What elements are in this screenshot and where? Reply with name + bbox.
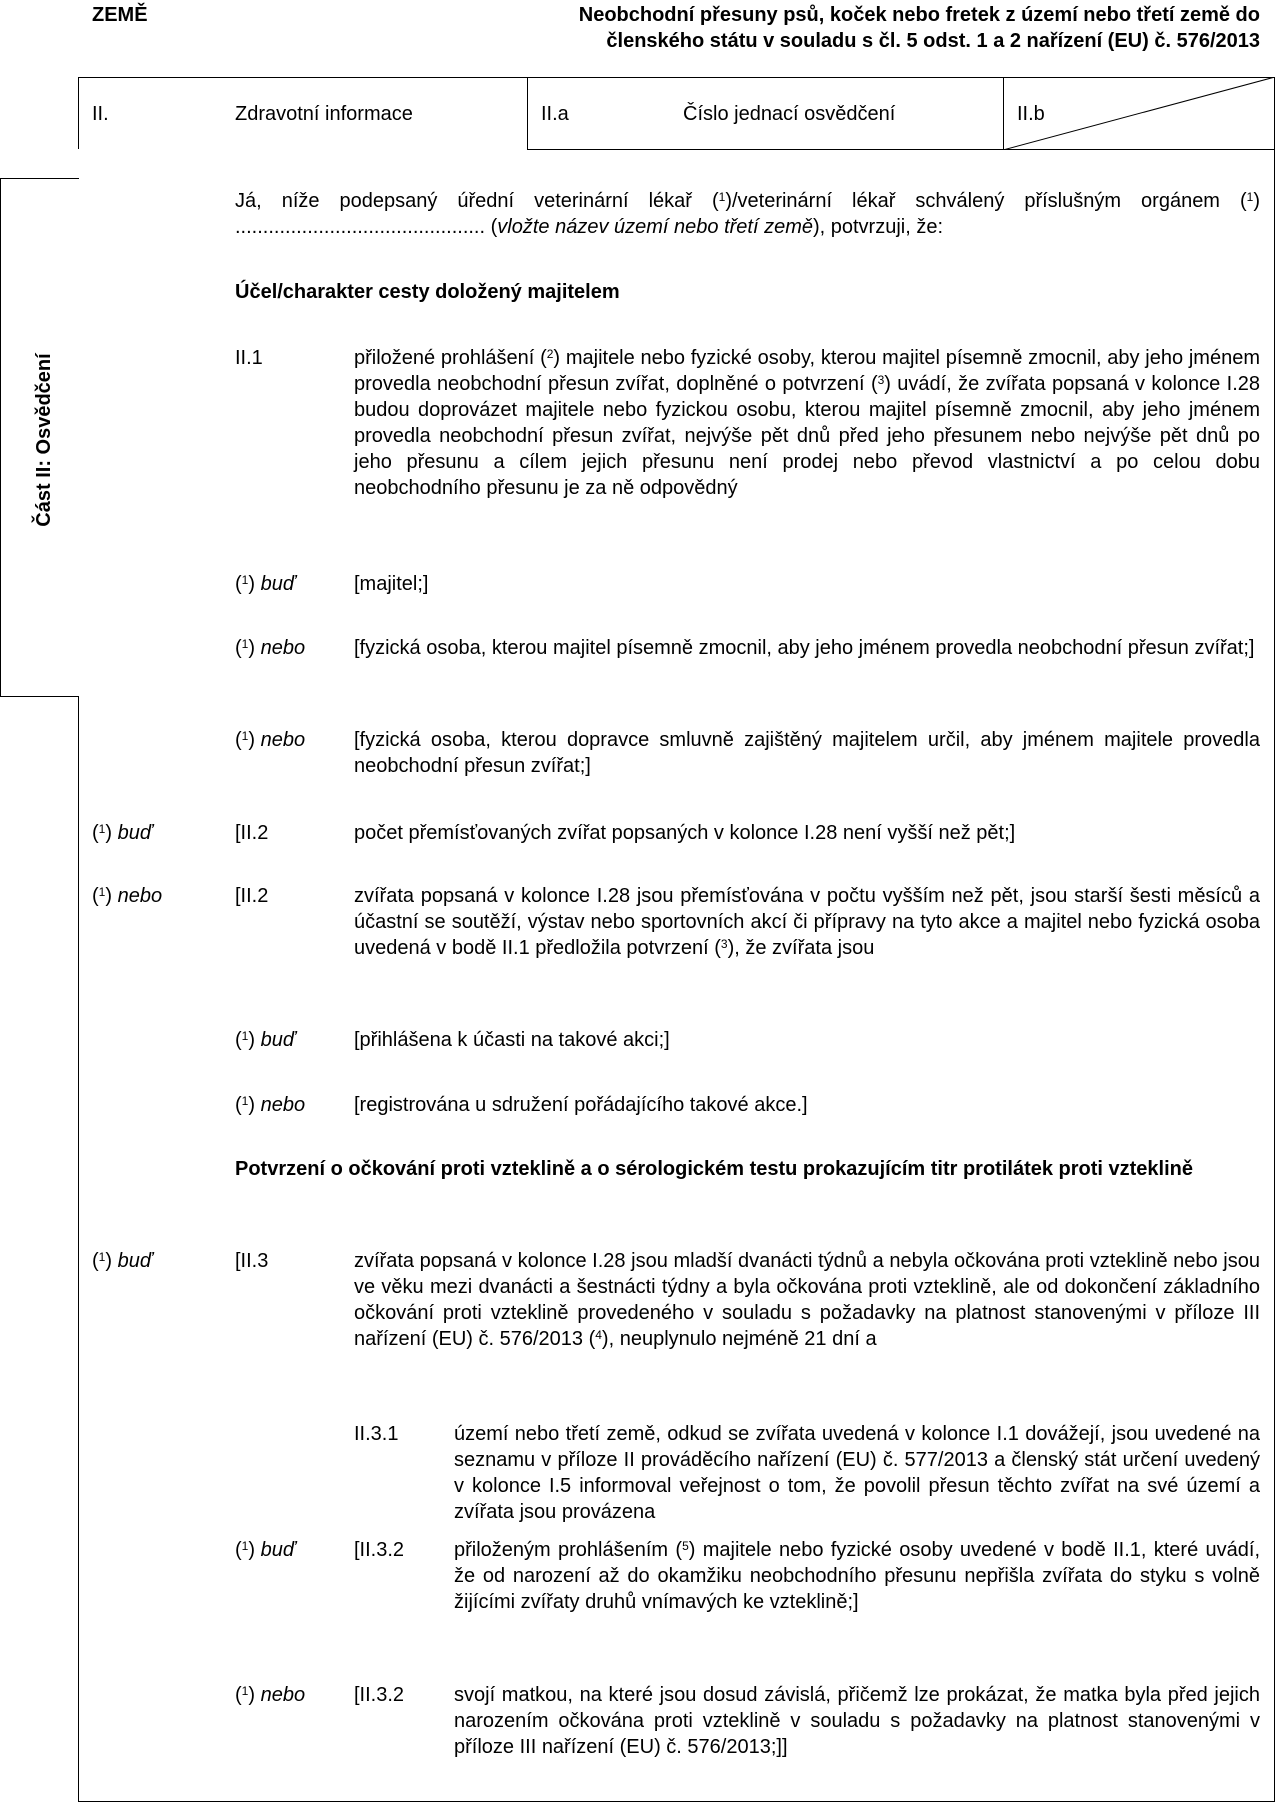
- ii1-text: přiložené prohlášení ($^2$) majitele nebo fyzické osoby, kterou majitel písemně zmocnil, aby jeho jménem provedla neobchodní přesun zvířat, doplněné o potvrzení ($^3$) uvádí, že zvířata popsaná v kolonce I.28 budou doprovázet majitele nebo fyzickou osobu, kterou majitel písemně zmocnil, aby jeho jménem provedla neobchodní přesun zvířat, nejvýše pět dnů před jeho přesunem nebo nejvýše pět dnů po jeho přesunu a cílem jejich přesunu není prodej nebo převod vlastnictví a po celou dobu neobchodního přesunu je za ně odpovědný: [354, 347, 1260, 499]
- ref-code: II.a: [541, 103, 569, 125]
- ii3-text: zvířata popsaná v kolonce I.28 jsou mladší dvanácti týdnů a nebyla očkována proti vzteklině nebo jsou ve věku mezi dvanácti a šestnácti týdny a byla očkována proti vzteklině, ale od dokončení základního očkování proti vzteklině provedeného v souladu s požadavky na platnost stanovenými v příloze III nařízení (EU) č. 576/2013 ($^4$), neuplynulo nejméně 21 dní a: [354, 1250, 1260, 1350]
- heading-rabies: Potvrzení o očkování proti vzteklině a o sérologickém testu prokazujícím titr protilátek proti vzteklině: [235, 1158, 1194, 1180]
- option-registered-event: [přihlášena k účasti na takové akci;]: [354, 1029, 670, 1051]
- option-authorised-person: [fyzická osoba, kterou majitel písemně zmocnil, aby jeho jménem provedla neobchodní přesun zvířat;]: [354, 637, 1255, 659]
- title-line-1: Neobchodní přesuny psů, koček nebo fretek z území nebo třetí země do: [578, 4, 1260, 26]
- option-marker: ($^1$) nebo: [235, 729, 306, 751]
- ii2b-text: zvířata popsaná v kolonce I.28 jsou přemísťována v počtu vyšším než pět, jsou starší šesti měsíců a účastní se soutěží, výstav nebo sportovních akcí či přípravy na tyto akce a majitel nebo fyzická osoba uvedená v bodě II.1 předložila potvrzení ($^3$), že zvířata jsou: [354, 885, 1260, 959]
- option-marker: ($^1$) buď: [235, 1029, 296, 1051]
- title-line-2: členského státu v souladu s čl. 5 odst. 1 a 2 nařízení (EU) č. 576/2013: [606, 30, 1260, 52]
- ii31-text: území nebo třetí země, odkud se zvířata uvedená v kolonce I.1 dovážejí, jsou uvedené na seznamu v příloze II prováděcího nařízení (EU) č. 577/2013 a členský stát určení uvedený v kolonce I.5 informoval veřejnost o tom, že povolil přesun těchto zvířat na své území a zvířata jsou provázena: [454, 1423, 1260, 1523]
- ref-label: Číslo jednací osvědčení: [683, 103, 896, 125]
- ii32b-text: svojí matkou, na které jsou dosud závislá, přičemž lze prokázat, že matka byla před jejich narozením očkována proti vzteklině v souladu s požadavky na platnost stanovenými v příloze III nařízení (EU) č. 576/2013;]]: [454, 1684, 1260, 1758]
- option-marker: ($^1$) nebo: [235, 1684, 306, 1706]
- option-marker: ($^1$) buď: [92, 822, 153, 844]
- option-carrier-person: [fyzická osoba, kterou dopravce smluvně zajištěný majitelem určil, aby jménem majitele provedla neobchodní přesun zvířat;]: [354, 729, 1260, 777]
- heading-purpose: Účel/charakter cesty doložený majitelem: [235, 281, 620, 303]
- ii32a-text: přiloženým prohlášením ($^5$) majitele nebo fyzické osoby uvedené v bodě II.1, které uvádí, že od narození až do okamžiku neobchodního přesunu nepřišla zvířata do styku s volně žijícími zvířaty druhů vnímavých ke vzteklině;]: [454, 1539, 1261, 1613]
- ii32a-label: [II.3.2: [354, 1539, 405, 1561]
- option-marker: ($^1$) nebo: [235, 1094, 306, 1116]
- option-marker: ($^1$) nebo: [235, 637, 306, 659]
- ii2a-text: počet přemísťovaných zvířat popsaných v kolonce I.28 není vyšší než pět;]: [354, 822, 1016, 844]
- ii3-label: [II.3: [235, 1250, 269, 1272]
- iib-label: II.b: [1017, 103, 1045, 125]
- ii1-label: II.1: [235, 347, 263, 369]
- option-marker: ($^1$) buď: [92, 1250, 153, 1272]
- side-label: Část II: Osvědčení: [33, 353, 55, 527]
- ii31-label: II.3.1: [354, 1423, 399, 1445]
- option-marker: ($^1$) nebo: [92, 885, 163, 907]
- country-label: ZEMĚ: [92, 4, 148, 26]
- ii2a-label: [II.2: [235, 822, 269, 844]
- document-title: [400, 2, 1260, 54]
- option-owner: [majitel;]: [354, 573, 429, 595]
- ii32b-label: [II.3.2: [354, 1684, 405, 1706]
- section-number: II.: [92, 103, 109, 125]
- ii2b-label: [II.2: [235, 885, 269, 907]
- section-title: Zdravotní informace: [235, 103, 413, 125]
- option-registered-association: [registrována u sdružení pořádajícího takové akce.]: [354, 1094, 808, 1116]
- option-marker: ($^1$) buď: [235, 1539, 296, 1561]
- intro-paragraph: Já, níže podepsaný úřední veterinární lékař ($^1$)/veterinární lékař schválený příslušným orgánem ($^1$) ............................................. (vložte název území nebo třetí země), potvrzuji, že:: [235, 190, 1260, 238]
- option-marker: ($^1$) buď: [235, 573, 296, 595]
